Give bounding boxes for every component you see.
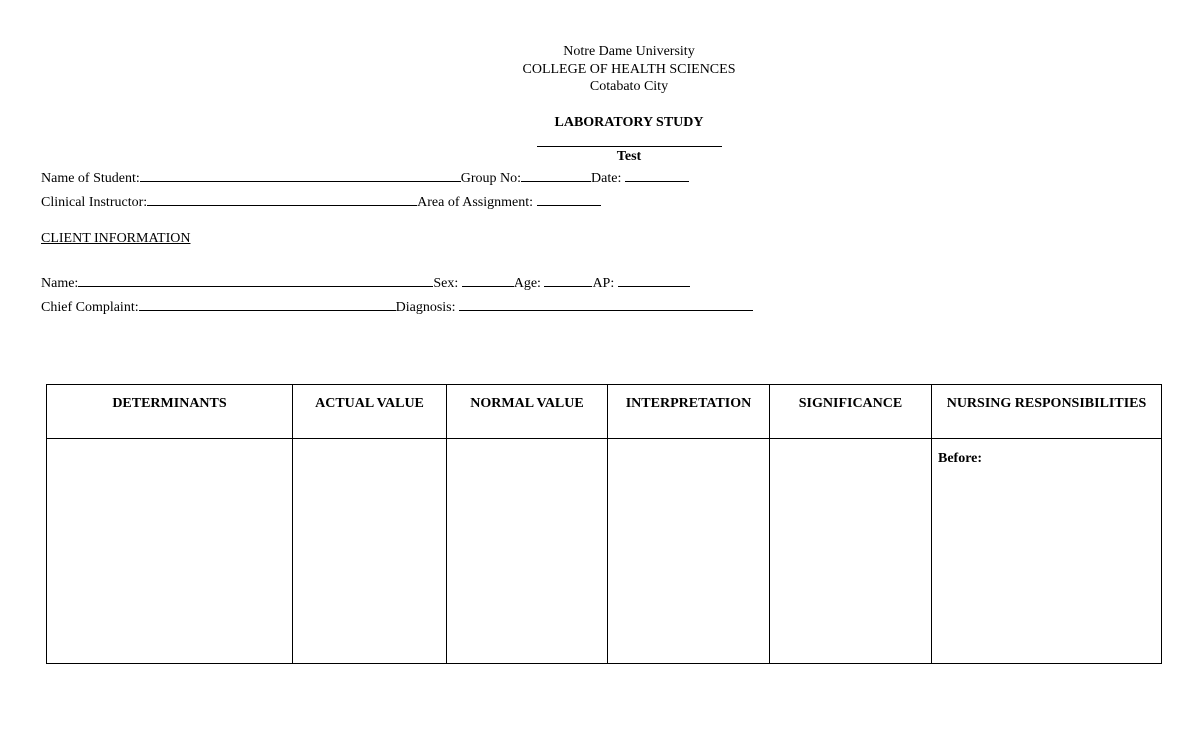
header <box>0 43 1200 96</box>
sex-label: Sex: <box>433 276 459 291</box>
ap-field[interactable] <box>618 272 690 287</box>
nursing-responsibilities-cell[interactable] <box>932 439 1162 664</box>
test-name-line[interactable] <box>537 146 722 147</box>
col-nursing-responsibilities: NURSING RESPONSIBILITIES <box>932 385 1162 439</box>
lab-table <box>46 384 1162 664</box>
col-actual-value: ACTUAL VALUE <box>293 385 447 439</box>
student-row <box>41 167 689 188</box>
student-name-label: Name of Student: <box>41 171 140 186</box>
form-title: LABORATORY STUDY <box>554 115 704 130</box>
date-field[interactable] <box>625 167 689 182</box>
diagnosis-field[interactable] <box>459 296 753 311</box>
significance-cell[interactable] <box>770 439 932 664</box>
college-name: COLLEGE OF HEALTH SCIENCES <box>522 61 736 77</box>
interpretation-cell[interactable] <box>608 439 770 664</box>
complaint-field[interactable] <box>139 296 396 311</box>
col-interpretation: INTERPRETATION <box>608 385 770 439</box>
university-name: Notre Dame University <box>563 44 695 59</box>
diagnosis-label: Diagnosis: <box>395 300 456 315</box>
client-info-title: CLIENT INFORMATION <box>41 231 191 246</box>
client-row <box>41 272 690 293</box>
area-field[interactable] <box>537 191 601 206</box>
table-header-row <box>47 385 1162 439</box>
client-name-label: Name: <box>41 276 79 291</box>
col-significance: SIGNIFICANCE <box>770 385 932 439</box>
client-name-field[interactable] <box>78 272 433 287</box>
age-label: Age: <box>513 276 541 291</box>
area-label: Area of Assignment: <box>417 195 534 210</box>
instructor-label: Clinical Instructor: <box>41 195 148 210</box>
instructor-row <box>41 191 601 212</box>
before-label: Before: <box>938 451 983 466</box>
complaint-row <box>41 296 753 317</box>
sex-field[interactable] <box>462 272 514 287</box>
table-row <box>47 439 1162 664</box>
test-label: Test <box>616 149 642 164</box>
instructor-field[interactable] <box>147 191 417 206</box>
determinants-cell[interactable] <box>47 439 293 664</box>
ap-label: AP: <box>592 276 615 291</box>
group-no-label: Group No: <box>460 171 522 186</box>
col-normal-value: NORMAL VALUE <box>447 385 608 439</box>
age-field[interactable] <box>544 272 592 287</box>
city-name: Cotabato City <box>589 79 669 94</box>
student-name-field[interactable] <box>140 167 461 182</box>
date-label: Date: <box>591 171 622 186</box>
normal-value-cell[interactable] <box>447 439 608 664</box>
col-determinants: DETERMINANTS <box>47 385 293 439</box>
actual-value-cell[interactable] <box>293 439 447 664</box>
complaint-label: Chief Complaint: <box>41 300 139 315</box>
group-no-field[interactable] <box>521 167 591 182</box>
